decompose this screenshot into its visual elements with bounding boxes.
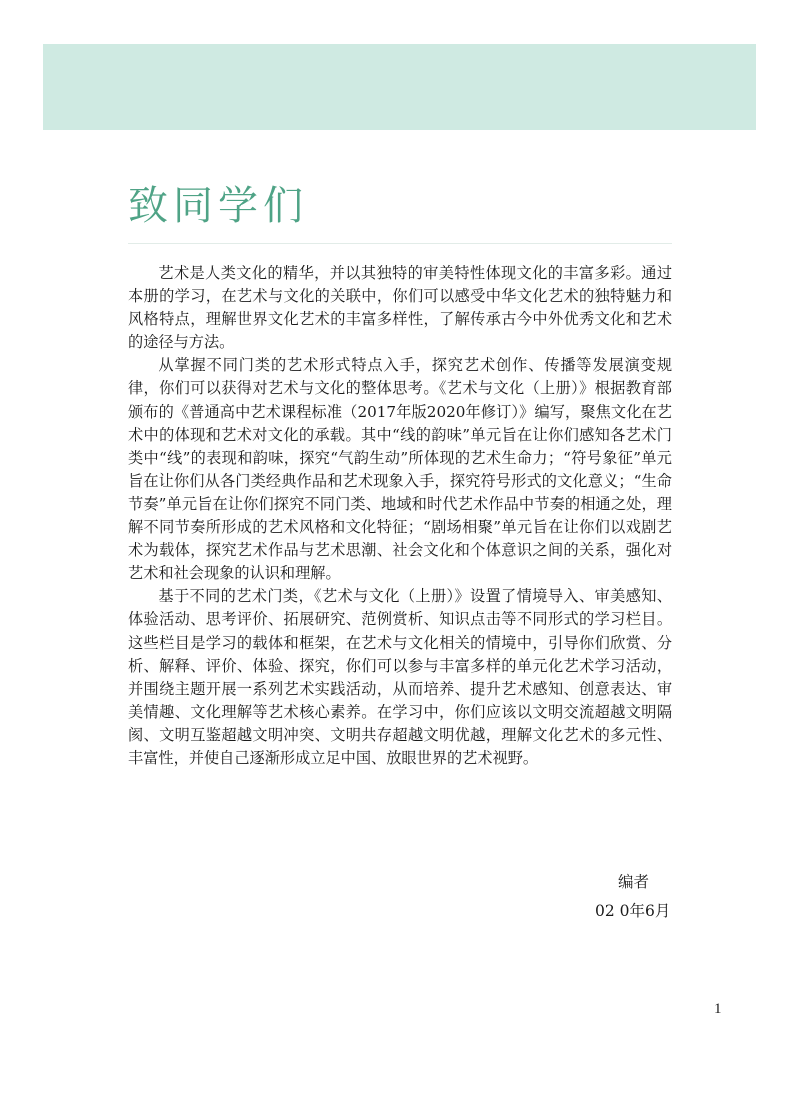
- title-divider: [128, 243, 672, 244]
- page-number: 1: [714, 1001, 722, 1017]
- signature-author: 编者: [618, 873, 650, 891]
- paragraph-3: 基于不同的艺术门类，《艺术与文化（上册）》设置了情境导入、审美感知、体验活动、思考评价、拓展研究、范例赏析、知识点击等不同形式的学习栏目。这些栏目是学习的载体和框架，在艺术与文化相关的情境中，引导你们欣赏、分析、解释、评价、体验、探究，你们可以参与丰富多样的单元化艺术学习活动，并围绕主题开展一系列艺术实践活动，从而培养、提升艺术感知、创意表达、审美情趣、文化理解等艺术核心素养。在学习中，你们应该以文明交流超越文明隔阂、文明互鉴超越文明冲突、文明共存超越文明优越，理解文化艺术的多元性、丰富性，并使自己逐渐形成立足中国、放眼世界的艺术视野。: [128, 587, 672, 767]
- header-banner: [43, 44, 756, 130]
- page-title: 致同学们: [128, 183, 308, 229]
- paragraph-1: 艺术是人类文化的精华，并以其独特的审美特性体现文化的丰富多彩。通过本册的学习，在艺术与文化的关联中，你们可以感受中华文化艺术的独特魅力和风格特点，理解世界文化艺术的丰富多样性，了解传承古今中外优秀文化和艺术的途径与方法。: [128, 264, 672, 352]
- signature-date: 02 0年6月: [595, 902, 671, 920]
- letter-body: [128, 262, 672, 770]
- paragraph-2: 从掌握不同门类的艺术形式特点入手，探究艺术创作、传播等发展演变规律，你们可以获得对艺术与文化的整体思考。《艺术与文化（上册）》根据教育部颁布的《普通高中艺术课程标准（2017年版2020年修订）》编写，聚焦文化在艺术中的体现和艺术对文化的承载。其中“线的韵味”单元旨在让你们感知各艺术门类中“线”的表现和韵味，探究“气韵生动”所体现的艺术生命力；“符号象征”单元旨在让你们从各门类经典作品和艺术现象入手，探究符号形式的文化意义；“生命节奏”单元旨在让你们探究不同门类、地域和时代艺术作品中节奏的相通之处，理解不同节奏所形成的艺术风格和文化特征；“剧场相聚”单元旨在让你们以戏剧艺术为载体，探究艺术作品与艺术思潮、社会文化和个体意识之间的关系，强化对艺术和社会现象的认识和理解。: [128, 356, 672, 583]
